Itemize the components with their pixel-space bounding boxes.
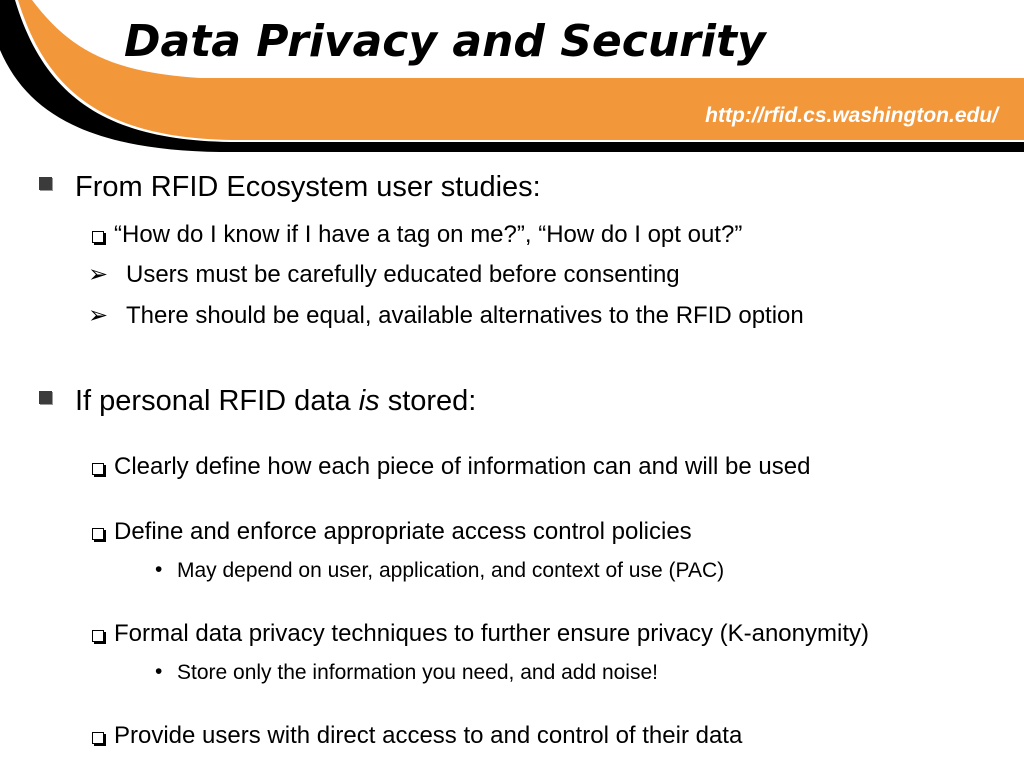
list-item: Provide users with direct access to and control of their data bbox=[114, 722, 743, 749]
arrow-bullet-icon: ➢ bbox=[88, 261, 109, 288]
square-bullet-icon bbox=[39, 177, 52, 190]
dot-bullet-icon: • bbox=[155, 660, 163, 683]
checkbox-bullet-icon bbox=[92, 463, 104, 475]
emphasis-is: is bbox=[358, 385, 380, 417]
checkbox-bullet-icon bbox=[92, 231, 104, 243]
list-item: Clearly define how each piece of information can and will be used bbox=[114, 453, 811, 480]
sub-list-item: Store only the information you need, and add noise! bbox=[177, 661, 658, 684]
list-item: There should be equal, available alternatives to the RFID option bbox=[126, 302, 804, 329]
dot-bullet-icon: • bbox=[155, 558, 163, 581]
checkbox-bullet-icon bbox=[92, 732, 104, 744]
list-item: “How do I know if I have a tag on me?”, “How do I opt out?” bbox=[114, 221, 743, 248]
section-heading-stored: If personal RFID data is stored: bbox=[75, 385, 477, 417]
sub-list-item: May depend on user, application, and context of use (PAC) bbox=[177, 559, 725, 582]
checkbox-bullet-icon bbox=[92, 528, 104, 540]
list-item: Users must be carefully educated before consenting bbox=[126, 261, 680, 288]
slide-url[interactable]: http://rfid.cs.washington.edu/ bbox=[705, 104, 998, 127]
list-item: Formal data privacy techniques to further ensure privacy (K-anonymity) bbox=[114, 620, 869, 647]
square-bullet-icon bbox=[39, 391, 52, 404]
arrow-bullet-icon: ➢ bbox=[88, 302, 109, 329]
section-heading-ecosystem: From RFID Ecosystem user studies: bbox=[75, 171, 541, 203]
slide-title: Data Privacy and Security bbox=[124, 16, 766, 67]
checkbox-bullet-icon bbox=[92, 630, 104, 642]
list-item: Define and enforce appropriate access control policies bbox=[114, 518, 692, 545]
